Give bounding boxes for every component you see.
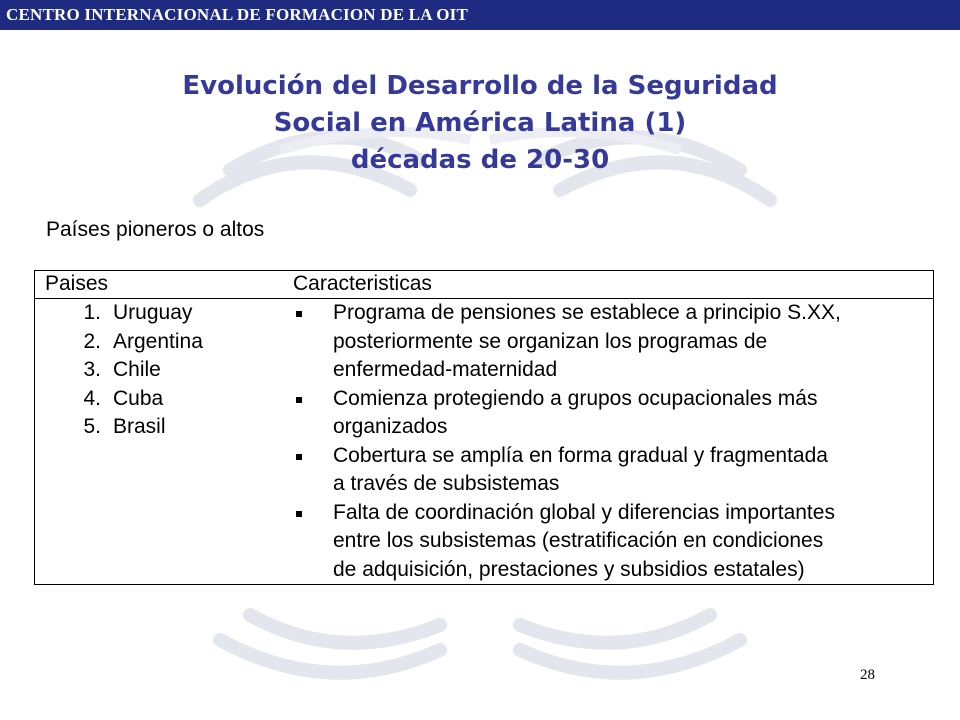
square-bullet-icon — [296, 311, 302, 317]
characteristic-line: Comienza protegiendo a grupos ocupacionales más — [333, 386, 818, 410]
country-name: Argentina — [113, 329, 203, 353]
square-bullet-icon — [296, 511, 302, 517]
country-name: Cuba — [113, 386, 164, 410]
country-name: Chile — [113, 358, 161, 381]
characteristic-line: Falta de coordinación global y diferencias importantes — [333, 500, 835, 524]
list-item — [35, 356, 293, 385]
header-bar — [0, 0, 960, 30]
header-text: CENTRO INTERNACIONAL DE FORMACION DE LA OIT — [6, 5, 468, 24]
list-item — [35, 385, 293, 414]
characteristic-item — [293, 299, 933, 385]
characteristic-line: enfermedad-maternidad — [333, 358, 558, 381]
characteristic-line: Cobertura se amplía en forma gradual y fragmentada — [333, 443, 828, 467]
title-line: décadas de 20-30 — [350, 145, 610, 175]
square-bullet-icon — [296, 454, 302, 460]
subtitle: Países pioneros o altos — [46, 218, 265, 241]
characteristic-line: a través de subsistemas — [333, 472, 560, 495]
characteristic-line: entre los subsistemas (estratificación en condiciones — [333, 529, 824, 552]
page-number: 28 — [860, 667, 875, 683]
countries-cell — [35, 299, 294, 585]
country-number: 2. — [83, 329, 101, 353]
country-number: 1. — [83, 301, 101, 324]
title-line: Evolución del Desarrollo de la Seguridad — [182, 71, 778, 101]
square-bullet-icon — [296, 397, 302, 403]
characteristic-item — [293, 442, 933, 499]
country-number: 4. — [83, 386, 101, 410]
slide-title — [0, 68, 960, 179]
characteristic-line: posteriormente se organizan los programas de — [333, 329, 768, 353]
characteristic-line: Programa de pensiones se establece a principio S.XX, — [333, 301, 841, 324]
countries-table — [34, 270, 934, 585]
characteristic-line: organizados — [333, 415, 448, 438]
header-paises: Paises — [35, 271, 294, 299]
characteristic-item — [293, 385, 933, 442]
country-number: 3. — [83, 358, 101, 381]
table-header-row — [35, 271, 934, 299]
header-caracteristicas: Caracteristicas — [293, 271, 934, 299]
list-item — [35, 299, 293, 328]
country-name: Brasil — [113, 415, 166, 438]
country-name: Uruguay — [113, 301, 193, 324]
characteristic-item — [293, 499, 933, 585]
table-body-row — [35, 299, 934, 585]
list-item — [35, 413, 293, 442]
list-item — [35, 328, 293, 357]
characteristic-line: de adquisición, prestaciones y subsidios estatales) — [333, 557, 805, 581]
title-line: Social en América Latina (1) — [273, 108, 687, 138]
characteristics-cell — [293, 299, 934, 585]
country-number: 5. — [83, 415, 101, 438]
